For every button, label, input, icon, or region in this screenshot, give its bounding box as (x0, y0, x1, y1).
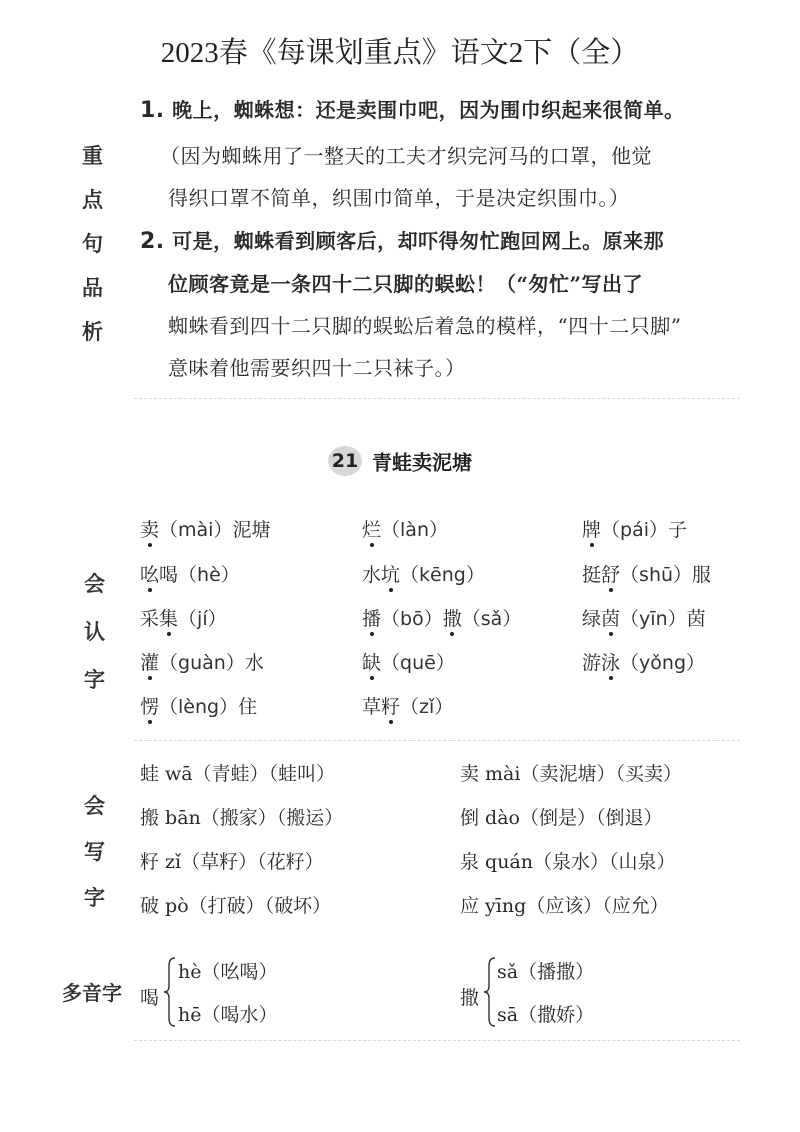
brace-icon (483, 956, 497, 1028)
target-char: 撒 (443, 604, 462, 631)
target-char: 籽 (381, 692, 400, 719)
target-char: 坑 (381, 560, 400, 587)
target-char: 播 (362, 604, 381, 631)
analysis-label-char: 重 (82, 144, 103, 168)
recognize-word: 缺（quē） (362, 648, 455, 675)
analysis-item-2-line: 位顾客竟是一条四十二只脚的蜈蚣！（“匆忙”写出了 (168, 272, 644, 296)
analysis-label-char: 点 (82, 188, 103, 212)
pinyin: sǎ (480, 608, 503, 630)
target-char: 吆 (140, 560, 159, 587)
divider (134, 1040, 740, 1041)
recognize-word: 挺舒（shū）服 (582, 560, 711, 587)
key-sentence: 晚上，蜘蛛想：还是卖围巾吧，因为围巾织起来很简单。 (172, 98, 685, 122)
target-char: 愣 (140, 692, 159, 719)
recognize-word: 愣（lèng）住 (140, 692, 257, 719)
item-number: 2. (140, 229, 165, 254)
word-part: 喝 (159, 564, 179, 586)
target-char: 茵 (601, 604, 620, 631)
pinyin: bō (400, 608, 424, 630)
recognize-word: 烂（làn） (362, 515, 448, 542)
recognize-word: 灌（guàn）水 (140, 648, 264, 675)
polyphone-label: 多音字 (62, 981, 122, 1005)
analysis-note-line: 蜘蛛看到四十二只脚的蜈蚣后着急的模样，“四十二只脚” (168, 314, 682, 338)
word-suffix: 泥塘 (232, 519, 271, 541)
analysis-item-1 (140, 94, 685, 123)
recognize-label-char: 会 (84, 572, 105, 596)
target-char: 集 (159, 604, 178, 631)
pinyin: làn (400, 519, 429, 541)
polyphone-char: 撒 (460, 987, 480, 1009)
write-word-line: 破 pò（打破）（破坏） (140, 895, 332, 917)
divider (134, 398, 740, 399)
brace-icon (163, 956, 177, 1028)
word-suffix: 住 (238, 696, 258, 718)
word-part: 采 (140, 608, 160, 630)
pinyin: pái (620, 519, 650, 541)
recognize-label-char: 字 (84, 668, 105, 692)
write-label-char: 写 (84, 840, 105, 864)
write-word-line: 卖 mài（卖泥塘）（买卖） (460, 763, 682, 785)
word-suffix: 茵 (686, 608, 706, 630)
recognize-word: 播（bō）撒（sǎ） (362, 604, 521, 631)
pinyin: kēng (419, 564, 466, 586)
recognize-word: 牌（pái）子 (582, 515, 687, 542)
write-word-line: 倒 dào（倒是）（倒退） (460, 807, 663, 829)
recognize-word: 游泳（yǒng） (582, 648, 705, 675)
lesson-header (0, 446, 800, 476)
target-char: 卖 (140, 515, 159, 542)
word-part: 挺 (582, 564, 602, 586)
analysis-item-2 (140, 225, 664, 254)
word-suffix: 子 (668, 519, 688, 541)
divider (134, 740, 740, 741)
analysis-label-char: 析 (82, 320, 103, 344)
polyphone-reading: sā（撒娇） (497, 1004, 595, 1026)
write-label-char: 字 (84, 886, 105, 910)
polyphone-reading: hē（喝水） (178, 1004, 278, 1026)
target-char: 灌 (140, 648, 159, 675)
recognize-label-char: 认 (84, 620, 105, 644)
analysis-label (82, 140, 103, 346)
target-char: 牌 (582, 515, 601, 542)
pinyin: mài (178, 519, 214, 541)
pinyin: lèng (178, 696, 220, 718)
pinyin: quē (400, 652, 436, 674)
pinyin: guàn (178, 652, 226, 674)
recognize-label (84, 568, 105, 694)
lesson-number-badge: 21 (328, 446, 362, 476)
write-word-line: 蛙 wā（青蛙）（蛙叫） (140, 763, 336, 785)
polyphone-char: 喝 (140, 987, 160, 1009)
word-part: 水 (362, 564, 382, 586)
write-label-char: 会 (84, 794, 105, 818)
analysis-note-line: 得织口罩不简单，织围巾简单，于是决定织围巾。） (168, 186, 630, 210)
word-suffix: 服 (692, 564, 712, 586)
recognize-word: 卖（mài）泥塘 (140, 515, 271, 542)
word-part: 游 (582, 652, 602, 674)
lesson-title: 青蛙卖泥塘 (372, 450, 472, 475)
page-title: 2023春《每课划重点》语文2下（全） (160, 37, 640, 69)
target-char: 舒 (601, 560, 620, 587)
target-char: 泳 (601, 648, 620, 675)
analysis-note-line: 意味着他需要织四十二只袜子。） (168, 356, 466, 380)
target-char: 烂 (362, 515, 381, 542)
analysis-note-line: （因为蜘蛛用了一整天的工夫才织完河马的口罩，他觉 (160, 144, 652, 168)
word-suffix: 水 (244, 652, 264, 674)
polyphone-reading: hè（吆喝） (178, 961, 278, 983)
recognize-word: 吆喝（hè） (140, 560, 240, 587)
key-sentence: 可是，蜘蛛看到顾客后，却吓得匆忙跑回网上。原来那 (172, 229, 665, 253)
pinyin: shū (639, 564, 674, 586)
write-label (84, 790, 105, 912)
recognize-word: 采集（jí） (140, 604, 227, 631)
polyphone-reading: sǎ（播撒） (497, 961, 595, 983)
write-word-line: 籽 zǐ（草籽）（花籽） (140, 851, 324, 873)
pinyin: yīn (639, 608, 668, 630)
pinyin: jí (197, 608, 208, 630)
recognize-word: 绿茵（yīn）茵 (582, 604, 706, 631)
analysis-label-char: 句 (82, 232, 103, 256)
pinyin: hè (197, 564, 221, 586)
word-part: 草 (362, 696, 382, 718)
pinyin: zǐ (419, 696, 435, 718)
write-word-line: 泉 quán（泉水）（山泉） (460, 851, 676, 873)
recognize-word: 水坑（kēng） (362, 560, 485, 587)
recognize-word: 草籽（zǐ） (362, 692, 453, 719)
write-word-line: 搬 bān（搬家）（搬运） (140, 807, 344, 829)
pinyin: yǒng (639, 652, 687, 674)
word-part: 绿 (582, 608, 602, 630)
analysis-label-char: 品 (82, 276, 103, 300)
item-number: 1. (140, 98, 165, 123)
write-word-line: 应 yīng（应该）（应允） (460, 895, 669, 917)
target-char: 缺 (362, 648, 381, 675)
